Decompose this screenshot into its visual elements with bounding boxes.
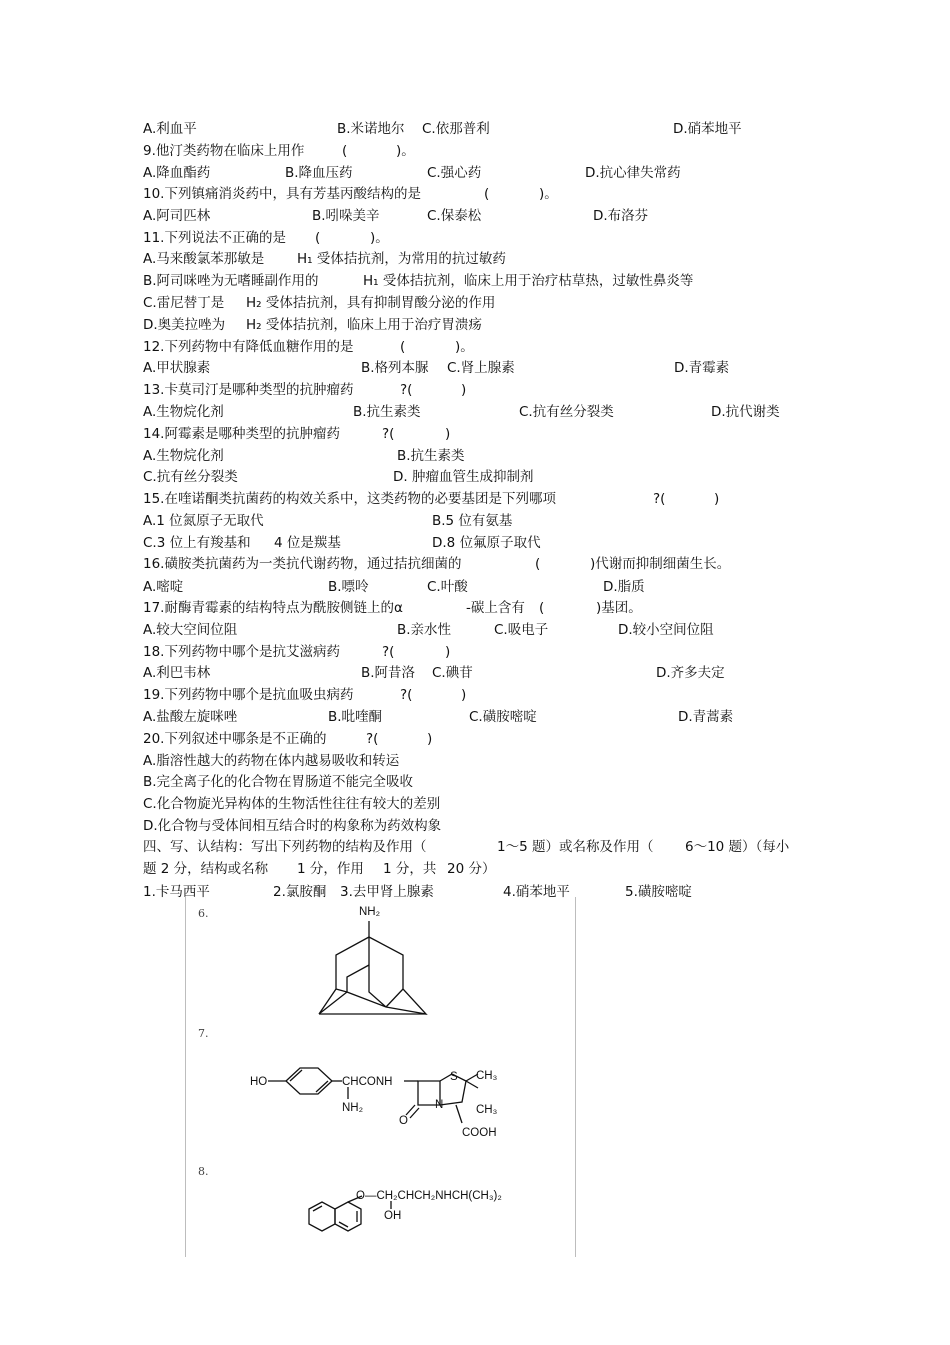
answer-bracket-open: (: [484, 186, 490, 202]
answer-bracket-close: ): [461, 687, 467, 703]
figure-7-ch3-a: CH₃: [476, 1070, 498, 1082]
statement-rest: H₁ 受体拮抗剂，临床上用于治疗枯草热，过敏性鼻炎等: [363, 273, 694, 289]
answer-bracket-open: (: [315, 230, 321, 246]
answer-bracket-close: ): [445, 644, 451, 660]
figure-6-structure: [319, 921, 426, 1014]
statement-11b: [0, 270, 950, 292]
line-options-15-ab: [0, 510, 950, 532]
answer-bracket-open: (: [400, 339, 406, 355]
statement-start: B.阿司咪唑为无嗜睡副作用的: [143, 273, 319, 289]
question-9: [0, 140, 950, 162]
question-text: 12.下列药物中有降低血糖作用的是: [143, 339, 354, 355]
answer-bracket-close: )。: [455, 339, 474, 355]
option-d: D.抗心律失常药: [585, 165, 681, 181]
heading-part-4: 20 分）: [447, 861, 496, 877]
statement-text: A.脂溶性越大的药物在体内越易吸收和转运: [143, 753, 400, 769]
answer-bracket-open: (: [535, 556, 541, 572]
question-text-end: )代谢而抑制细菌生长。: [590, 556, 731, 572]
option-d: D.较小空间位阻: [618, 622, 714, 638]
answer-bracket-close: ): [427, 731, 433, 747]
section-four-heading: [0, 836, 950, 858]
answer-bracket-close: ): [461, 382, 467, 398]
question-text: 18.下列药物中哪个是抗艾滋病药: [143, 644, 340, 660]
item-3: 3.去甲肾上腺素: [340, 884, 434, 900]
option-c: C.强心药: [427, 165, 482, 181]
option-a: A.嘧啶: [143, 579, 184, 595]
question-18: [0, 641, 950, 663]
line-options-16: [0, 576, 950, 598]
item-5: 5.磺胺嘧啶: [625, 884, 692, 900]
figure-7-o: O: [399, 1115, 408, 1127]
option-b: B.嘌呤: [328, 579, 369, 595]
line-options-12: [0, 357, 950, 379]
option-a: A.利血平: [143, 121, 197, 137]
statement-rest: H₂ 受体拮抗剂，具有抑制胃酸分泌的作用: [246, 295, 496, 311]
option-a: A.利巴韦林: [143, 665, 211, 681]
statement-11a: [0, 248, 950, 270]
question-text: 11.下列说法不正确的是: [143, 230, 286, 246]
question-16: [0, 553, 950, 575]
option-b: B.亲水性: [397, 622, 452, 638]
answer-bracket-open: ?(: [653, 491, 666, 507]
option-b: B.降血压药: [285, 165, 353, 181]
option-c-rest: 4 位是羰基: [274, 535, 341, 551]
figure-number-7: 7.: [198, 1027, 209, 1040]
question-17: [0, 597, 950, 619]
option-c: C.吸电子: [494, 622, 549, 638]
line-options-17: [0, 619, 950, 641]
option-d: D.脂质: [603, 579, 645, 595]
option-c: C.依那普利: [422, 121, 490, 137]
question-text: 10.下列镇痛消炎药中，具有芳基丙酸结构的是: [143, 186, 421, 202]
option-c: C.肾上腺素: [447, 360, 515, 376]
option-c: C.抗有丝分裂类: [143, 469, 238, 485]
option-b: B.5 位有氨基: [432, 513, 513, 529]
item-2: 2.氯胺酮: [273, 884, 327, 900]
option-a: A.阿司匹林: [143, 208, 211, 224]
option-d: D. 肿瘤血管生成抑制剂: [393, 469, 534, 485]
option-a: A.生物烷化剂: [143, 448, 224, 464]
statement-rest: H₁ 受体拮抗剂，为常用的抗过敏药: [297, 251, 506, 267]
question-text-mid: -碳上含有: [466, 600, 525, 616]
option-b: B.抗生素类: [397, 448, 465, 464]
line-options-8: [0, 118, 950, 140]
option-a: A.较大空间位阻: [143, 622, 238, 638]
question-13: [0, 379, 950, 401]
answer-bracket-close: )。: [539, 186, 558, 202]
question-text: 15.在喹诺酮类抗菌药的构效关系中，这类药物的必要基团是下列哪项: [143, 491, 556, 507]
question-text: 14.阿霉素是哪种类型的抗肿瘤药: [143, 426, 340, 442]
answer-bracket-open: (: [342, 143, 348, 159]
option-a: A.甲状腺素: [143, 360, 211, 376]
option-a: A.降血酯药: [143, 165, 211, 181]
item-4: 4.硝苯地平: [503, 884, 570, 900]
statement-11c: [0, 292, 950, 314]
question-text: 9.他汀类药物在临床上用作: [143, 143, 305, 159]
option-b: B.吲哚美辛: [312, 208, 380, 224]
option-c: C.保泰松: [427, 208, 482, 224]
question-text: 19.下列药物中哪个是抗血吸虫病药: [143, 687, 354, 703]
question-text: 13.卡莫司汀是哪种类型的抗肿瘤药: [143, 382, 354, 398]
answer-bracket-close: ): [714, 491, 720, 507]
statement-11d: [0, 314, 950, 336]
answer-bracket-close: )。: [396, 143, 415, 159]
heading-part-1: 四、写、认结构：写出下列药物的结构及作用（: [143, 839, 427, 855]
section-four-heading-cont: [0, 858, 950, 880]
option-c: C.叶酸: [427, 579, 468, 595]
question-11: [0, 227, 950, 249]
answer-bracket-open: ?(: [382, 426, 395, 442]
statement-text: D.化合物与受体间相互结合时的构象称为药效构象: [143, 818, 442, 834]
figure-number-8: 8.: [198, 1165, 209, 1178]
figure-number-6: 6.: [198, 907, 209, 920]
line-options-13: [0, 401, 950, 423]
answer-bracket-open: ?(: [400, 382, 413, 398]
answer-bracket-close: ): [445, 426, 451, 442]
answer-bracket-open: ?(: [366, 731, 379, 747]
figure-7-nh2: NH₂: [342, 1102, 364, 1114]
statement-start: A.马来酸氯苯那敏是: [143, 251, 265, 267]
structure-figures: [185, 897, 576, 1257]
line-options-19: [0, 706, 950, 728]
statement-text: C.化合物旋光异构体的生物活性往往有较大的差别: [143, 796, 441, 812]
option-b: B.阿昔洛: [361, 665, 416, 681]
statement-20c: [0, 793, 950, 815]
question-14: [0, 423, 950, 445]
statement-start: D.奥美拉唑为: [143, 317, 226, 333]
option-a: A.生物烷化剂: [143, 404, 224, 420]
question-15: [0, 488, 950, 510]
line-options-9: [0, 162, 950, 184]
answer-bracket-open: ?(: [400, 687, 413, 703]
question-text-end: )基团。: [596, 600, 642, 616]
figure-7-n: N: [435, 1099, 444, 1111]
question-19: [0, 684, 950, 706]
figure-6-nh2: NH₂: [359, 906, 381, 918]
option-c: C.碘苷: [432, 665, 473, 681]
option-c: C.磺胺嘧啶: [469, 709, 537, 725]
figure-8-oh: OH: [384, 1210, 402, 1222]
statement-rest: H₂ 受体拮抗剂，临床上用于治疗胃溃疡: [246, 317, 482, 333]
figure-7-ho: HO: [250, 1076, 268, 1088]
line-options-18: [0, 662, 950, 684]
question-text: 20.下列叙述中哪条是不正确的: [143, 731, 327, 747]
option-d: D.青蒿素: [678, 709, 734, 725]
statement-20a: [0, 750, 950, 772]
figure-7-ch3-b: CH₃: [476, 1104, 498, 1116]
line-options-10: [0, 205, 950, 227]
answer-bracket-open: (: [539, 600, 545, 616]
option-b: B.吡喹酮: [328, 709, 383, 725]
option-c: C.抗有丝分裂类: [519, 404, 614, 420]
statement-20d: [0, 815, 950, 837]
statement-20b: [0, 771, 950, 793]
figure-8-chain: O—CH₂CHCH₂NHCH(CH₃)₂: [356, 1190, 502, 1202]
figure-7-cooh: COOH: [462, 1127, 497, 1139]
option-d: D.青霉素: [674, 360, 730, 376]
option-d: D.硝苯地平: [673, 121, 742, 137]
question-text: 16.磺胺类抗菌药为一类抗代谢药物，通过拮抗细菌的: [143, 556, 462, 572]
option-b: B.米诺地尔: [337, 121, 405, 137]
line-options-14-ab: [0, 445, 950, 467]
answer-bracket-close: )。: [370, 230, 389, 246]
heading-part-2: 1 分，作用: [297, 861, 364, 877]
heading-part-2: 1～5 题）或名称及作用（: [497, 839, 654, 855]
option-b: B.抗生素类: [353, 404, 421, 420]
heading-part-3: 1 分，共: [383, 861, 437, 877]
option-c: C.3 位上有羧基和: [143, 535, 251, 551]
heading-part-3: 6～10 题）（每小: [685, 839, 790, 855]
question-10: [0, 183, 950, 205]
option-d: D.齐多夫定: [656, 665, 725, 681]
option-a: A.盐酸左旋咪唑: [143, 709, 238, 725]
line-options-14-cd: [0, 466, 950, 488]
figure-7-s: S: [450, 1071, 458, 1083]
statement-text: B.完全离子化的化合物在胃肠道不能完全吸收: [143, 774, 414, 790]
answer-bracket-open: ?(: [382, 644, 395, 660]
heading-part-1: 题 2 分，结构或名称: [143, 861, 269, 877]
item-1: 1.卡马西平: [143, 884, 210, 900]
option-d: D.布洛芬: [593, 208, 649, 224]
option-d: D.抗代谢类: [711, 404, 780, 420]
structure-figures-svg: [186, 897, 575, 1257]
line-options-15-cd: [0, 532, 950, 554]
option-a: A.1 位氮原子无取代: [143, 513, 264, 529]
option-d: D.8 位氟原子取代: [432, 535, 541, 551]
question-12: [0, 336, 950, 358]
question-text: 17.耐酶青霉素的结构特点为酰胺侧链上的α: [143, 600, 403, 616]
figure-7-chain: CHCONH: [342, 1076, 393, 1088]
option-b: B.格列本脲: [361, 360, 429, 376]
statement-start: C.雷尼替丁是: [143, 295, 225, 311]
question-20: [0, 728, 950, 750]
